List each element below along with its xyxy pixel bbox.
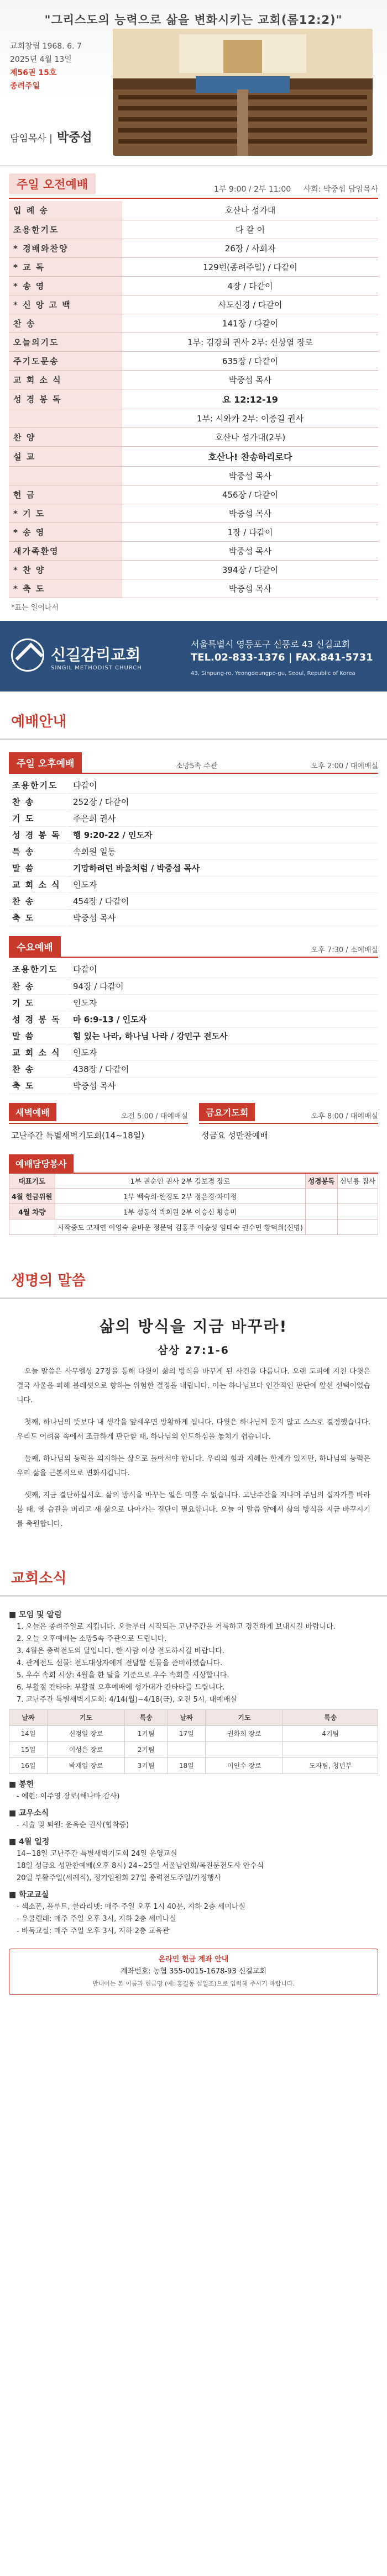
- wednesday-service-time: 오후 7:30 / 소예배실: [311, 946, 378, 954]
- edition-label: 종려주일: [10, 82, 40, 91]
- afternoon-label: 교 회 소 식: [9, 877, 70, 893]
- duty-cell: [337, 1220, 378, 1235]
- church-interior-photo: [113, 29, 373, 156]
- prayer-cell: 이인수 장로: [206, 1758, 283, 1774]
- order-value: 141장 / 다같이: [122, 314, 378, 332]
- order-label: * 기 도: [9, 504, 122, 522]
- prayer-row: [9, 1710, 378, 1726]
- order-value: 456장 / 다같이: [122, 485, 378, 504]
- afternoon-label: 말 씀: [9, 860, 70, 877]
- afternoon-label: 축 도: [9, 910, 70, 926]
- news-item-title: ■ 학교교실: [9, 1891, 49, 1899]
- news-item-line: 18일 성금요 성만찬예배(오후 8시) 24~25일 서울남연회/목진문전도사 안수식: [17, 1862, 264, 1870]
- order-label: 설 교: [9, 446, 122, 466]
- order-label: * 축 도: [9, 579, 122, 598]
- news-item-line: 2. 오늘 오후예배는 소망5속 주관으로 드립니다.: [17, 1635, 167, 1643]
- afternoon-row: [9, 877, 378, 893]
- worship-guide: [0, 740, 387, 1240]
- wednesday-row: [9, 978, 378, 994]
- order-value: 26장 / 사회자: [122, 239, 378, 257]
- duty-cell: [9, 1220, 55, 1235]
- duty-cell: 4월 헌금위원: [9, 1189, 55, 1204]
- prayer-cell: 날짜: [9, 1710, 48, 1726]
- order-row: [9, 370, 378, 389]
- duty-cell: [306, 1204, 337, 1220]
- sermon-paragraph: 셋째, 지금 결단하십시오. 삶의 방식을 바꾸는 일은 미룰 수 없습니다. 고난주간을 지나며 주님의 십자가를 바라볼 때, 옛 습관을 버리고 새 삶으로 나아가는 결단이 필요합니다. 오늘 이 말씀 앞에서 삶의 방식을 지금 바꾸시기를 축원합니다.: [17, 1491, 370, 1528]
- order-row: [9, 220, 378, 239]
- wednesday-spacer: [61, 954, 311, 957]
- wednesday-label: 찬 송: [9, 1060, 70, 1077]
- order-value: 사도신경 / 다같이: [122, 295, 378, 314]
- afternoon-value: 인도자: [70, 877, 378, 893]
- news-item-line: 4. 관계전도 선물: 전도대상자에게 전달할 선물을 준비하였습니다.: [17, 1659, 223, 1667]
- order-label: 입 례 송: [9, 201, 122, 220]
- afternoon-service-host: 소망5속 주관: [175, 762, 218, 770]
- order-label: 찬 양: [9, 427, 122, 446]
- dawn-service-title: 새벽예배: [9, 1103, 56, 1121]
- church-name: 신길감리교회: [51, 645, 141, 664]
- duty-cell: [306, 1220, 337, 1235]
- wednesday-service-title: 수요예배: [9, 936, 61, 957]
- duty-cell: 대표기도: [9, 1173, 55, 1189]
- wednesday-row: [9, 1077, 378, 1094]
- wednesday-row: [9, 994, 378, 1011]
- senior-pastor: [10, 128, 92, 145]
- order-value: 박중섭 목사: [122, 541, 378, 560]
- order-label: 헌 금: [9, 485, 122, 504]
- order-label: * 신 앙 고 백: [9, 295, 122, 314]
- wednesday-label: 말 씀: [9, 1027, 70, 1044]
- order-label: 성 경 봉 독: [9, 389, 122, 409]
- offering-title: 온라인 헌금 계좌 안내: [158, 1955, 229, 1963]
- order-leader: 사회: 박중섭 담임목사: [303, 185, 378, 194]
- afternoon-service-title: 주일 오후예배: [9, 752, 82, 773]
- afternoon-value: 252장 / 다같이: [70, 794, 378, 810]
- online-offering-info: [9, 1949, 378, 1995]
- wednesday-value: 다같이: [70, 961, 378, 978]
- prayer-cell: 2기팀: [125, 1742, 168, 1758]
- prayer-cell: 14일: [9, 1726, 48, 1742]
- duty-row: [9, 1189, 378, 1204]
- prayer-cell: 15일: [9, 1742, 48, 1758]
- order-row: [9, 522, 378, 541]
- order-label: [9, 409, 122, 427]
- order-row: [9, 427, 378, 446]
- order-service-times: 1부 9:00 / 2부 11:00: [214, 185, 291, 194]
- wednesday-value: 박중섭 목사: [70, 1077, 378, 1094]
- sunday-morning-order: [0, 166, 387, 621]
- afternoon-row: [9, 827, 378, 843]
- duty-cell: [337, 1189, 378, 1204]
- order-value: 1부: 시와카 2부: 이종길 권사: [122, 409, 378, 427]
- order-value: 호산나 성가대: [122, 201, 378, 220]
- church-phone: TEL.02-833-1376 | FAX.841-5731: [191, 651, 373, 663]
- order-row: [9, 541, 378, 560]
- prayer-cell: 박재일 장로: [48, 1758, 125, 1774]
- church-address: 서울특별시 영등포구 신풍로 43 신길교회: [191, 638, 350, 650]
- church-news: [0, 1597, 387, 1943]
- prayer-cell: 4기팀: [283, 1726, 378, 1742]
- wednesday-label: 성 경 봉 독: [9, 1011, 70, 1027]
- afternoon-value: 기망하려던 바울처럼 / 박중섭 목사: [70, 860, 378, 877]
- wednesday-value: 마 6:9-13 / 인도자: [70, 1011, 378, 1027]
- afternoon-row: [9, 777, 378, 794]
- prayer-cell: 특송: [125, 1710, 168, 1726]
- friday-service-title: 금요기도회: [199, 1103, 255, 1121]
- order-row: [9, 332, 378, 351]
- duty-cell: 성경봉독: [306, 1173, 337, 1189]
- bulletin-meta: [10, 40, 82, 93]
- worship-guide-title: 예배안내: [11, 713, 67, 730]
- sermon-paragraph: 둘째, 하나님의 능력을 의지하는 삶으로 돌아서야 합니다. 우리의 힘과 지혜는 한계가 있지만, 하나님의 능력은 우리 삶을 근본적으로 변화시킵니다.: [17, 1455, 370, 1477]
- prayer-cell: 기도: [48, 1710, 125, 1726]
- news-item-line: - 색소폰, 플루트, 클라리넷: 매주 주일 오후 1시 40분, 지하 2층 세미나실: [17, 1903, 245, 1911]
- news-section-title: 교회소식: [11, 1570, 67, 1587]
- order-label: 찬 송: [9, 314, 122, 332]
- wednesday-label: 축 도: [9, 1077, 70, 1094]
- church-address-en: 43, Sinpung-ro, Yeongdeungpo-gu, Seoul, Republic of Korea: [191, 670, 355, 677]
- wednesday-row: [9, 1044, 378, 1060]
- prayer-cell: 16일: [9, 1758, 48, 1774]
- offering-account: 계좌번호: 농협 355-0015-1678-93 신길교회: [121, 1967, 266, 1976]
- order-row: [9, 276, 378, 295]
- dawn-service-body: 고난주간 특별새벽기도회(14~18일): [11, 1130, 145, 1141]
- pastor-label: 담임목사 |: [10, 133, 53, 144]
- afternoon-label: 찬 송: [9, 794, 70, 810]
- news-item-line: 3. 4월은 총력전도의 달입니다. 한 사람 이상 전도하시길 바랍니다.: [17, 1647, 224, 1655]
- news-item-line: 1. 오늘은 종려주일로 지킵니다. 오늘부터 시작되는 고난주간을 거룩하고 경건하게 보내시길 바랍니다.: [17, 1623, 336, 1631]
- volume-number: 제56권 15호: [10, 68, 57, 77]
- prayer-cell: 날짜: [168, 1710, 206, 1726]
- prayer-row: [9, 1742, 378, 1758]
- offering-note: 반내어는 본 이름과 헌금명 (예: 홍길동 십일조)으로 입력해 주시기 바랍니다.: [92, 1980, 295, 1987]
- news-item-title: ■ 봉헌: [9, 1780, 34, 1789]
- friday-service: [199, 1103, 378, 1147]
- afternoon-label: 조용한기도: [9, 777, 70, 794]
- order-value: 요 12:12-19: [122, 389, 378, 409]
- order-label: * 경배와찬양: [9, 239, 122, 257]
- order-row: [9, 257, 378, 276]
- news-item-line: 20일 부활주일(세례식), 정기임원회 27일 총력전도주일/가정행사: [17, 1874, 221, 1882]
- order-label: * 찬 양: [9, 560, 122, 579]
- prayer-cell: 신정일 장로: [48, 1726, 125, 1742]
- order-value: 1부: 김강희 권사 2부: 신상열 장로: [122, 332, 378, 351]
- order-value: 394장 / 다같이: [122, 560, 378, 579]
- afternoon-label: 특 송: [9, 843, 70, 860]
- prayer-cell: [283, 1742, 378, 1758]
- afternoon-value: 다같이: [70, 777, 378, 794]
- news-item-line: - 시술 및 퇴원: 윤옥순 권사(협착증): [17, 1821, 129, 1829]
- order-row: [9, 579, 378, 598]
- order-row: [9, 351, 378, 370]
- sermon-section-title: 생명의 말씀: [11, 1273, 86, 1289]
- order-value: 호산나! 찬송하리로다: [122, 446, 378, 466]
- afternoon-label: 성 경 봉 독: [9, 827, 70, 843]
- order-row: [9, 314, 378, 332]
- afternoon-row: [9, 893, 378, 910]
- order-value: 박중섭 목사: [122, 370, 378, 389]
- prayer-cell: [168, 1742, 206, 1758]
- sermon-reference: 삼상 27:1-6: [158, 1344, 229, 1356]
- friday-service-time: 오후 8:00 / 대예배실: [199, 1110, 378, 1124]
- sermon-header: [0, 1250, 387, 1299]
- sermon-title: 삶의 방식을 지금 바꾸라!: [99, 1317, 288, 1335]
- news-item-line: 6. 부활절 칸타타: 부활절 오후예배에 성가대가 칸타타를 드립니다.: [17, 1683, 225, 1692]
- order-title: 주일 오전예배: [9, 173, 96, 194]
- wednesday-value: 힘 있는 나라, 하나님 나라 / 강민구 전도사: [70, 1027, 378, 1044]
- duty-cell: 4월 차량: [9, 1204, 55, 1220]
- afternoon-value: 박중섭 목사: [70, 910, 378, 926]
- duty-cell: 신년룡 집사: [337, 1173, 378, 1189]
- wednesday-row: [9, 961, 378, 978]
- prayer-cell: 권화희 장로: [206, 1726, 283, 1742]
- order-title-row: [9, 173, 378, 199]
- wednesday-label: 찬 송: [9, 978, 70, 994]
- order-label: 새가족환영: [9, 541, 122, 560]
- duty-row: [9, 1173, 378, 1189]
- order-value: 박중섭 목사: [122, 504, 378, 522]
- order-value: 다 같 이: [122, 220, 378, 239]
- pastor-name: 박중섭: [56, 131, 92, 145]
- news-item-title: ■ 교우소식: [9, 1809, 49, 1818]
- wednesday-label: 기 도: [9, 994, 70, 1011]
- founded-date: 교회창립 1968. 6. 7: [10, 42, 82, 51]
- afternoon-label: 찬 송: [9, 893, 70, 910]
- order-row: [9, 409, 378, 427]
- issue-date: 2025년 4월 13일: [10, 55, 72, 64]
- order-value: 635장 / 다같이: [122, 351, 378, 370]
- afternoon-row: [9, 794, 378, 810]
- duty-table: [9, 1173, 378, 1236]
- afternoon-row: [9, 860, 378, 877]
- order-note: *표는 일어나서: [11, 603, 59, 612]
- prayer-row: [9, 1758, 378, 1774]
- order-value: 호산나 성가대(2부): [122, 427, 378, 446]
- order-table: [9, 201, 378, 598]
- order-row: [9, 466, 378, 485]
- afternoon-row: [9, 843, 378, 860]
- order-label: * 교 독: [9, 257, 122, 276]
- order-value: 1장 / 다같이: [122, 522, 378, 541]
- church-banner: [0, 621, 387, 691]
- wednesday-row: [9, 1011, 378, 1027]
- order-row: [9, 201, 378, 220]
- prayer-cell: [206, 1742, 283, 1758]
- news-item-title: ■ 모임 및 알림: [9, 1611, 62, 1619]
- afternoon-label: 기 도: [9, 810, 70, 827]
- news-header: [0, 1548, 387, 1597]
- prayer-cell: 도자팀, 청년부: [283, 1758, 378, 1774]
- afternoon-row: [9, 810, 378, 827]
- duty-cell: [306, 1189, 337, 1204]
- prayer-table: [9, 1709, 378, 1774]
- order-label: * 송 영: [9, 522, 122, 541]
- prayer-cell: 18일: [168, 1758, 206, 1774]
- news-item-line: 5. 우수 속회 시상: 4월을 한 달을 기준으로 우수 속회를 시상합니다.: [17, 1671, 229, 1680]
- news-item-line: - 예헌: 이주영 장로(해나바 감사): [17, 1792, 120, 1801]
- bulletin-header: [0, 0, 387, 166]
- church-logo-icon: [11, 638, 44, 672]
- duty-cell: 1부 권순인 권사 2부 김보경 장로: [55, 1173, 306, 1189]
- order-label: 조용한기도: [9, 220, 122, 239]
- order-row: [9, 446, 378, 466]
- wednesday-row: [9, 1060, 378, 1077]
- afternoon-value: 454장 / 다같이: [70, 893, 378, 910]
- wednesday-value: 인도자: [70, 1044, 378, 1060]
- worship-guide-header: [0, 691, 387, 740]
- order-time: [204, 183, 378, 194]
- wednesday-value: 438장 / 다같이: [70, 1060, 378, 1077]
- duty-cell: [337, 1204, 378, 1220]
- duty-head: [9, 1154, 378, 1173]
- prayer-cell: 3기팀: [125, 1758, 168, 1774]
- wednesday-label: 교 회 소 식: [9, 1044, 70, 1060]
- sermon: [0, 1299, 387, 1548]
- order-value: 129번(종려주일) / 다같이: [122, 257, 378, 276]
- order-value: 박중섭 목사: [122, 579, 378, 598]
- afternoon-value: 속회원 일동: [70, 843, 378, 860]
- dawn-friday-row: [9, 1103, 378, 1147]
- wednesday-value: 인도자: [70, 994, 378, 1011]
- duty-title: 예배담당봉사: [9, 1154, 74, 1173]
- order-label: [9, 466, 122, 485]
- sermon-paragraph: 첫째, 하나님의 뜻보다 내 생각을 앞세우면 방황하게 됩니다. 다윗은 하나님께 묻지 않고 스스로 결정했습니다. 우리도 어려움 속에서 조급하게 판단할 때, 하나님의 인도하심을 놓치기 쉽습니다.: [17, 1418, 370, 1441]
- duty-cell: 1부 백숙희·한경도 2부 정은경·차미정: [55, 1189, 306, 1204]
- wednesday-service-head: [9, 936, 378, 958]
- dawn-service-time: 오전 5:00 / 대예배실: [9, 1110, 188, 1124]
- church-name-en: SINGIL METHODIST CHURCH: [51, 664, 142, 671]
- dawn-service: [9, 1103, 188, 1147]
- afternoon-value: 행 9:20-22 / 인도자: [70, 827, 378, 843]
- afternoon-service-table: [9, 777, 378, 927]
- wednesday-service-table: [9, 961, 378, 1094]
- sermon-paragraph: 오늘 말씀은 사무엘상 27장을 통해 다윗이 삶의 방식을 바꾸게 된 사건을 다룹니다. 오랜 도피에 지친 다윗은 결국 사울을 피해 블레셋으로 향하는 위험한 결정을 내립니다. 이는 하나님보다 인간적인 판단에 앞선 선택이었습니다.: [17, 1368, 370, 1405]
- prayer-cell: 특송: [283, 1710, 378, 1726]
- duty-row: [9, 1220, 378, 1235]
- order-label: 교 회 소 식: [9, 370, 122, 389]
- wednesday-row: [9, 1027, 378, 1044]
- news-item-line: 7. 고난주간 특별새벽기도회: 4/14(월)~4/18(금), 오전 5시, 대예배실: [17, 1696, 237, 1704]
- order-label: 주기도문송: [9, 351, 122, 370]
- duty-cell: 1부 성동석 박희원 2부 이승신 황승미: [55, 1204, 306, 1220]
- order-value: 4장 / 다같이: [122, 276, 378, 295]
- order-value: 박중섭 목사: [122, 466, 378, 485]
- church-motto: "그리스도의 능력으로 삶을 변화시키는 교회(롬12:2)": [44, 13, 343, 27]
- afternoon-service-time: 오후 2:00 / 대예배실: [311, 762, 378, 770]
- order-row: [9, 239, 378, 257]
- afternoon-value: 주은희 권사: [70, 810, 378, 827]
- prayer-cell: 1기팀: [125, 1726, 168, 1742]
- order-row: [9, 485, 378, 504]
- prayer-cell: 이성은 장로: [48, 1742, 125, 1758]
- order-row: [9, 560, 378, 579]
- news-item-line: 14~18일 고난주간 특별새벽기도회 24일 운영교실: [17, 1850, 177, 1858]
- order-label: 오늘의기도: [9, 332, 122, 351]
- afternoon-row: [9, 910, 378, 926]
- prayer-cell: 기도: [206, 1710, 283, 1726]
- duty-cell: 시작중도 고재연 이영숙 윤바운 정문덕 김홍주 이승성 임태숙 권수민 황덕희(신명): [55, 1220, 306, 1235]
- wednesday-label: 조용한기도: [9, 961, 70, 978]
- news-item-line: - 바둑교실: 매주 주일 오후 3시, 지하 2층 교육관: [17, 1927, 170, 1935]
- order-row: [9, 504, 378, 522]
- duty-row: [9, 1204, 378, 1220]
- news-item-title: ■ 4월 일정: [9, 1838, 50, 1846]
- order-row: [9, 389, 378, 409]
- prayer-row: [9, 1726, 378, 1742]
- afternoon-service-head: [9, 752, 378, 774]
- order-row: [9, 295, 378, 314]
- news-item-line: - 우쿨렐레: 매주 주일 오후 3시, 지하 2층 세미나실: [17, 1915, 176, 1923]
- sermon-body: [17, 1365, 370, 1532]
- order-label: * 송 영: [9, 276, 122, 295]
- friday-service-body: 성금요 성만찬예배: [201, 1130, 268, 1141]
- wednesday-value: 94장 / 다같이: [70, 978, 378, 994]
- prayer-cell: 17일: [168, 1726, 206, 1742]
